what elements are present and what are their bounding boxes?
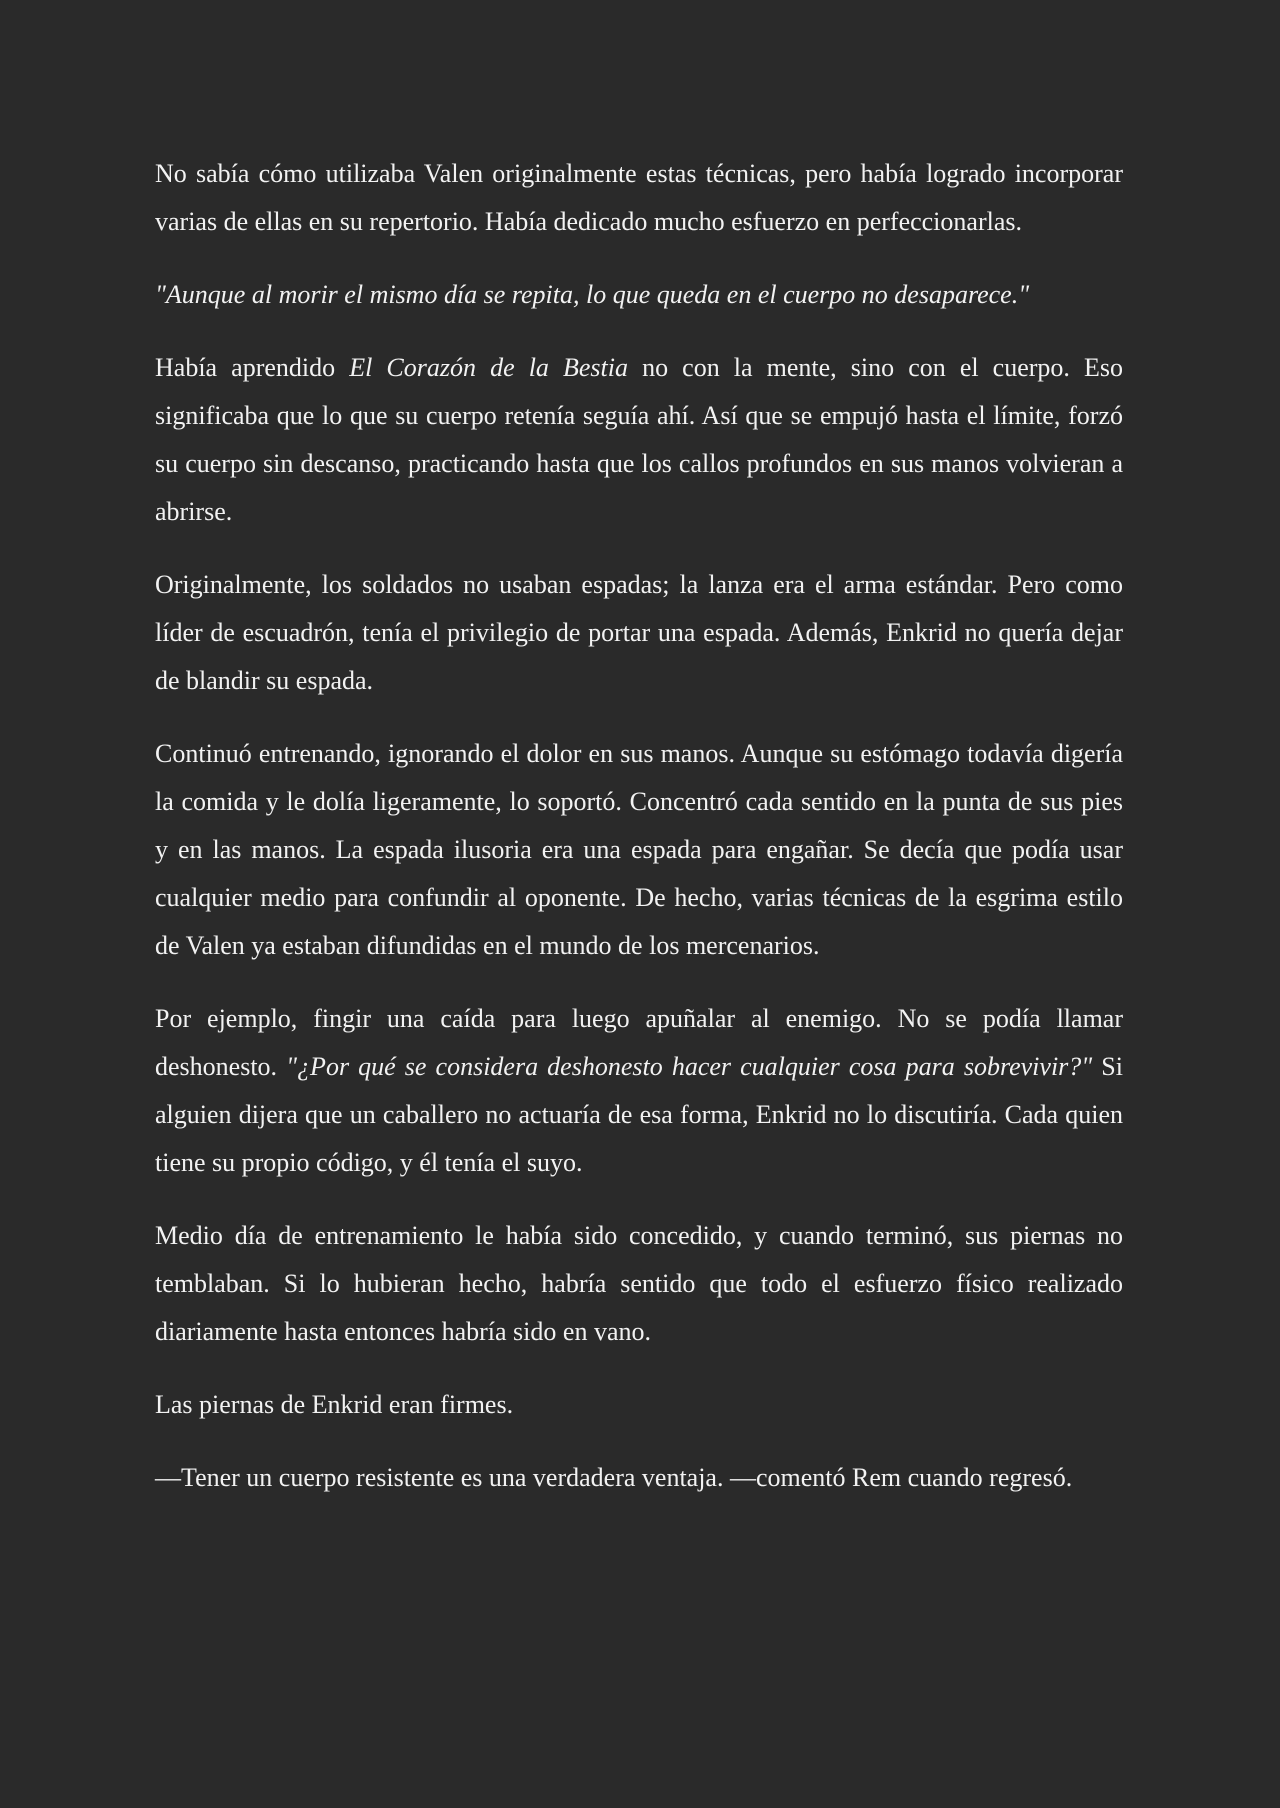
text-span: Había aprendido (155, 353, 350, 382)
paragraph-8: Las piernas de Enkrid eran firmes. (155, 1390, 514, 1419)
italic-title: El Corazón de la Bestia (349, 353, 628, 382)
paragraph-5: Continuó entrenando, ignorando el dolor en sus manos. Aunque su estómago todavía digería la comida y le dolía ligeramente, lo soportó. Concentró cada sentido en la punta de sus pies y en las manos. La espada ilusoria era una espada para engañar. Se decía que podía usar cualquier medio para confundir al oponente. De hecho, varias técnicas de la esgrima estilo de Valen ya estaban difundidas en el mundo de los mercenarios. (155, 739, 1123, 960)
italic-quote: "¿Por qué se considera deshonesto hacer cualquier cosa para sobrevivir?" (286, 1052, 1093, 1081)
paragraph-4: Originalmente, los soldados no usaban espadas; la lanza era el arma estándar. Pero como líder de escuadrón, tenía el privilegio de portar una espada. Además, Enkrid no quería dejar de blandir su espada. (155, 570, 1123, 695)
text-span: Si alguien dijera que un caballero no actuaría de esa forma, Enkrid no lo discutiría. Cada quien tiene su propio código, y él tenía el suyo. (155, 1052, 1123, 1177)
document-page (155, 150, 1123, 1527)
paragraph-3 (155, 344, 1123, 536)
text-span: Por ejemplo, fingir una caída para luego apuñalar al enemigo. No se podía llamar deshonesto. (155, 1004, 1123, 1081)
paragraph-1: No sabía cómo utilizaba Valen originalmente estas técnicas, pero había logrado incorporar varias de ellas en su repertorio. Había dedicado mucho esfuerzo en perfeccionarlas. (155, 159, 1123, 236)
italic-quote: "Aunque al morir el mismo día se repita, lo que queda en el cuerpo no desaparece." (155, 280, 1030, 309)
paragraph-6 (155, 995, 1123, 1187)
paragraph-9: —Tener un cuerpo resistente es una verdadera ventaja. —comentó Rem cuando regresó. (155, 1463, 1073, 1492)
paragraph-2-quote (155, 271, 1123, 319)
text-span: no con la mente, sino con el cuerpo. Eso significaba que lo que su cuerpo retenía seguía ahí. Así que se empujó hasta el límite, forzó su cuerpo sin descanso, practicando hasta que los callos profundos en sus manos volvieran a abrirse. (155, 353, 1123, 526)
paragraph-7: Medio día de entrenamiento le había sido concedido, y cuando terminó, sus piernas no temblaban. Si lo hubieran hecho, habría sentido que todo el esfuerzo físico realizado diariamente hasta entonces habría sido en vano. (155, 1221, 1123, 1346)
